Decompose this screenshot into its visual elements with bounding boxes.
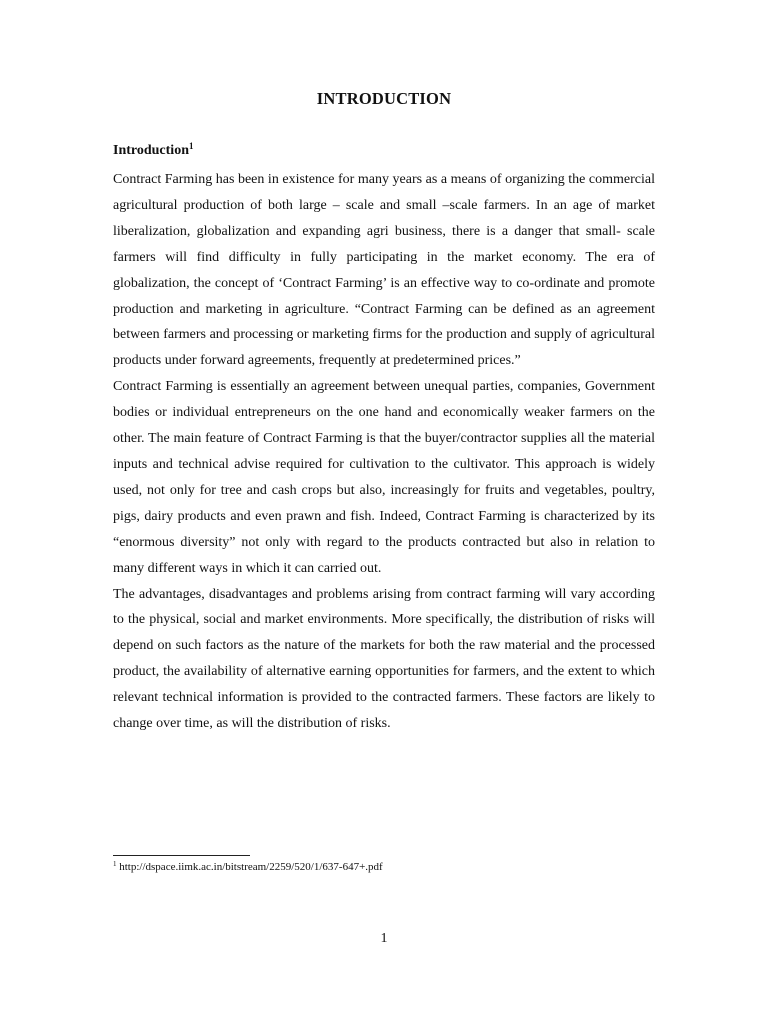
- footnote-reference[interactable]: 1: [188, 141, 194, 151]
- footnote-separator: [113, 855, 250, 856]
- page-title: INTRODUCTION: [316, 89, 452, 108]
- footnote-marker: 1: [113, 860, 117, 868]
- section-heading: [113, 143, 193, 159]
- section-heading-text: Introduction: [113, 143, 189, 158]
- page-number: 1: [380, 931, 388, 946]
- paragraph-1: Contract Farming has been in existence for many years as a means of organizing the commercial agricultural production of both large – scale and small –scale farmers. In an age of market liberalization, globalization and expanding agri business, there is a danger that small- scale farmers will find difficulty in fully participating in the market economy. The era of globalization, the concept of ‘Contract Farming’ is an effective way to co-ordinate and promote production and marketing in agriculture. “Contract Farming can be defined as an agreement between farmers and processing or marketing firms for the production and supply of agricultural products under forward agreements, frequently at predetermined prices.”: [113, 172, 655, 369]
- paragraph-2: Contract Farming is essentially an agreement between unequal parties, companies, Government bodies or individual entrepreneurs on the one hand and economically weaker farmers on the other. The main feature of Contract Farming is that the buyer/contractor supplies all the material inputs and technical advise required for cultivation to the cultivator. This approach is widely used, not only for tree and cash crops but also, increasingly for fruits and vegetables, poultry, pigs, dairy products and even prawn and fish. Indeed, Contract Farming is characterized by its “enormous diversity” not only with regard to the products contracted but also in relation to many different ways in which it can carried out.: [113, 379, 655, 576]
- footnote-link[interactable]: http://dspace.iimk.ac.in/bitstream/2259/520/1/637-647+.pdf: [116, 861, 383, 873]
- footnote: [113, 861, 383, 873]
- body-text: [113, 167, 655, 737]
- paragraph-3: The advantages, disadvantages and problems arising from contract farming will vary according to the physical, social and market environments. More specifically, the distribution of risks will depend on such factors as the nature of the markets for both the raw material and the processed product, the availability of alternative earning opportunities for farmers, and the extent to which relevant technical information is provided to the contracted farmers. These factors are likely to change over time, as will the distribution of risks.: [113, 586, 655, 732]
